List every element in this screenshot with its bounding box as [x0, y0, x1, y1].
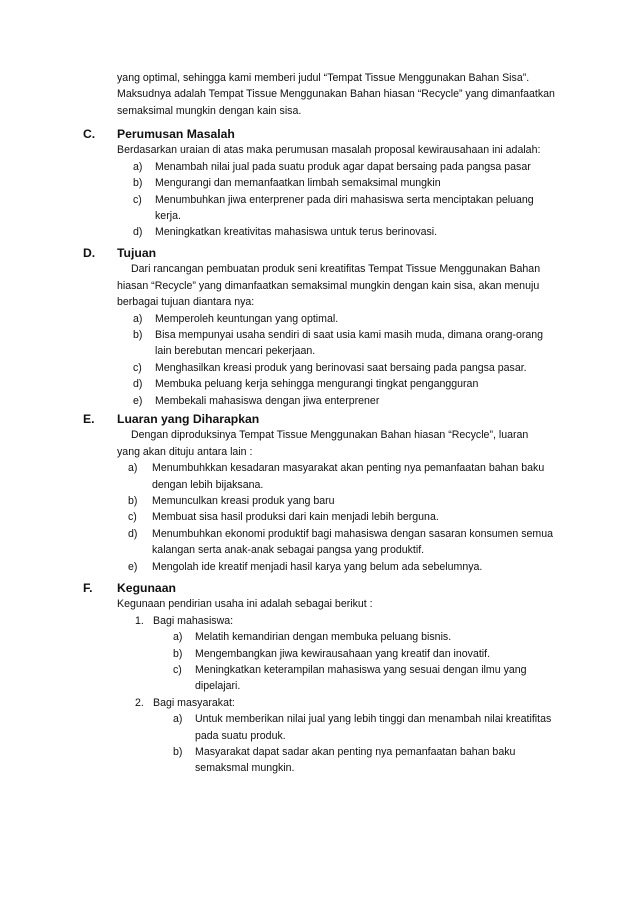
list-label: c) [128, 511, 137, 524]
list-item [173, 662, 593, 695]
list-label: c) [173, 664, 182, 677]
section-title: Luaran yang Diharapkan [117, 412, 260, 426]
list-text: Membuat sisa hasil produksi dari kain menjadi lebih berguna. [152, 511, 439, 524]
intro-line: Maksudnya adalah Tempat Tissue Menggunakan Bahan hiasan “Recycle” yang dimanfaatkan [117, 88, 555, 101]
list-text: kerja. [155, 210, 181, 223]
list-item [133, 327, 583, 360]
section-tujuan [83, 244, 583, 409]
section-title: Perumusan Masalah [117, 127, 235, 141]
list-label: a) [173, 713, 183, 726]
list-label: d) [133, 378, 143, 391]
list-label: b) [128, 495, 138, 508]
list-label: b) [133, 177, 143, 190]
list-item [133, 224, 583, 240]
section-letter: C. [83, 127, 96, 141]
intro-line: yang optimal, sehingga kami memberi judul “Tempat Tissue Menggunakan Bahan Sisa”. [117, 72, 530, 84]
list-label: c) [133, 361, 142, 374]
paragraph-line: Dari rancangan pembuatan produk seni kreatifitas Tempat Tissue Menggunakan Bahan [131, 263, 541, 276]
list-text: Masyarakat dapat sadar akan penting nya pemanfaatan bahan baku [195, 746, 516, 759]
list-item [173, 744, 593, 777]
section-letter: D. [83, 246, 96, 260]
group-label: 1. [135, 614, 144, 627]
list-label: e) [128, 560, 138, 573]
list-text: pada suatu produk. [195, 729, 286, 742]
list-text: Menghasilkan kreasi produk yang berinovasi saat bersaing pada pangsa pasar. [155, 361, 527, 374]
list-label: a) [128, 462, 138, 475]
list-text: Membekali mahasiswa dengan jiwa enterprener [155, 394, 380, 407]
list-item [128, 526, 583, 559]
list-text: Menumbuhkan jiwa enterprener pada diri mahasiswa serta menciptakan peluang [155, 193, 534, 206]
paragraph-line: Dengan diproduksinya Tempat Tissue Menggunakan Bahan hiasan “Recycle”, luaran [131, 429, 529, 442]
list-text: kalangan serta anak-anak sebagai pangsa yang produktif. [152, 544, 425, 557]
list-label: e) [133, 394, 143, 407]
section-letter: F. [83, 581, 93, 595]
list-text: Membuka peluang kerja sehingga mengurangi tingkat pengangguran [155, 378, 479, 391]
section-title: Tujuan [117, 246, 157, 260]
list-item [133, 192, 583, 225]
numbered-group [135, 613, 593, 629]
list-label: a) [173, 631, 183, 644]
list-text: dengan lebih bijaksana. [152, 478, 264, 491]
list-text: Bisa mempunyai usaha sendiri di saat usia kami masih muda, dimana orang-orang [155, 329, 544, 342]
list-item [173, 711, 593, 744]
list-text: dipelajari. [195, 680, 241, 693]
list-item [133, 360, 583, 376]
list-text: Untuk memberikan nilai jual yang lebih tinggi dan menambah nilai kreatifitas [195, 713, 552, 726]
list-label: d) [128, 527, 138, 540]
list-label: a) [133, 312, 143, 325]
list-text: Menumbuhkkan kesadaran masyarakat akan penting nya pemanfaatan bahan baku [152, 462, 545, 475]
section-intro: Kegunaan pendirian usaha ini adalah sebagai berikut : [117, 598, 373, 611]
list-label: b) [173, 647, 183, 660]
list-item [128, 509, 583, 525]
list-item [133, 159, 583, 175]
group-title: Bagi mahasiswa: [153, 614, 234, 627]
list-item [173, 629, 593, 645]
group-title: Bagi masyarakat: [153, 696, 235, 709]
list-label: b) [173, 746, 183, 759]
list-text: Mengurangi dan memanfaatkan limbah semaksimal mungkin [155, 177, 441, 190]
section-perumusan-masalah [83, 125, 583, 241]
list-item [128, 493, 583, 509]
list-label: a) [133, 160, 143, 173]
section-title: Kegunaan [117, 581, 176, 595]
list-label: b) [133, 329, 143, 342]
section-heading [83, 411, 583, 427]
list-text: lain berebutan mencari pekerjaan. [155, 345, 316, 358]
list-text: Memunculkan kreasi produk yang baru [152, 495, 335, 508]
list-text: Melatih kemandirian dengan membuka peluang bisnis. [195, 631, 452, 644]
section-intro: Berdasarkan uraian di atas maka perumusan masalah proposal kewirausahaan ini adalah: [117, 144, 541, 157]
list-item [133, 311, 583, 327]
list-label: d) [133, 226, 143, 239]
list-text: Meningkatkan keterampilan mahasiswa yang sesuai dengan ilmu yang [195, 664, 527, 677]
section-letter: E. [83, 412, 95, 426]
list-text: semaksmal mungkin. [195, 762, 295, 775]
list-label: c) [133, 193, 142, 206]
list-item [128, 559, 583, 575]
list-item [173, 646, 593, 662]
paragraph-line: hiasan “Recycle” yang dimanfaatkan semaksimal mungkin dengan kain sisa, akan menuju [117, 279, 540, 292]
section-kegunaan [83, 579, 593, 777]
section-luaran [83, 410, 583, 575]
intro-paragraph [117, 70, 597, 119]
group-label: 2. [135, 696, 144, 709]
list-text: Mengembangkan jiwa kewirausahaan yang kreatif dan inovatif. [195, 647, 491, 660]
paragraph-line: berbagai tujuan diantara nya: [117, 296, 255, 309]
intro-line: semaksimal mungkin dengan kain sisa. [117, 104, 302, 117]
list-text: Meningkatkan kreativitas mahasiswa untuk terus berinovasi. [155, 226, 438, 239]
section-heading [83, 245, 583, 261]
section-heading [83, 126, 583, 142]
list-item [133, 376, 583, 392]
paragraph-line: yang akan dituju antara lain : [117, 445, 253, 458]
numbered-group [135, 695, 593, 711]
list-item [128, 460, 583, 493]
list-item [133, 393, 583, 409]
list-text: Memperoleh keuntungan yang optimal. [155, 312, 339, 325]
list-text: Menambah nilai jual pada suatu produk agar dapat bersaing pada pangsa pasar [155, 160, 531, 173]
list-item [133, 175, 583, 191]
section-heading [83, 580, 593, 596]
list-text: Mengolah ide kreatif menjadi hasil karya yang belum ada sebelumnya. [152, 560, 483, 573]
list-text: Menumbuhkan ekonomi produktif bagi mahasiswa dengan sasaran konsumen semua [152, 527, 554, 540]
